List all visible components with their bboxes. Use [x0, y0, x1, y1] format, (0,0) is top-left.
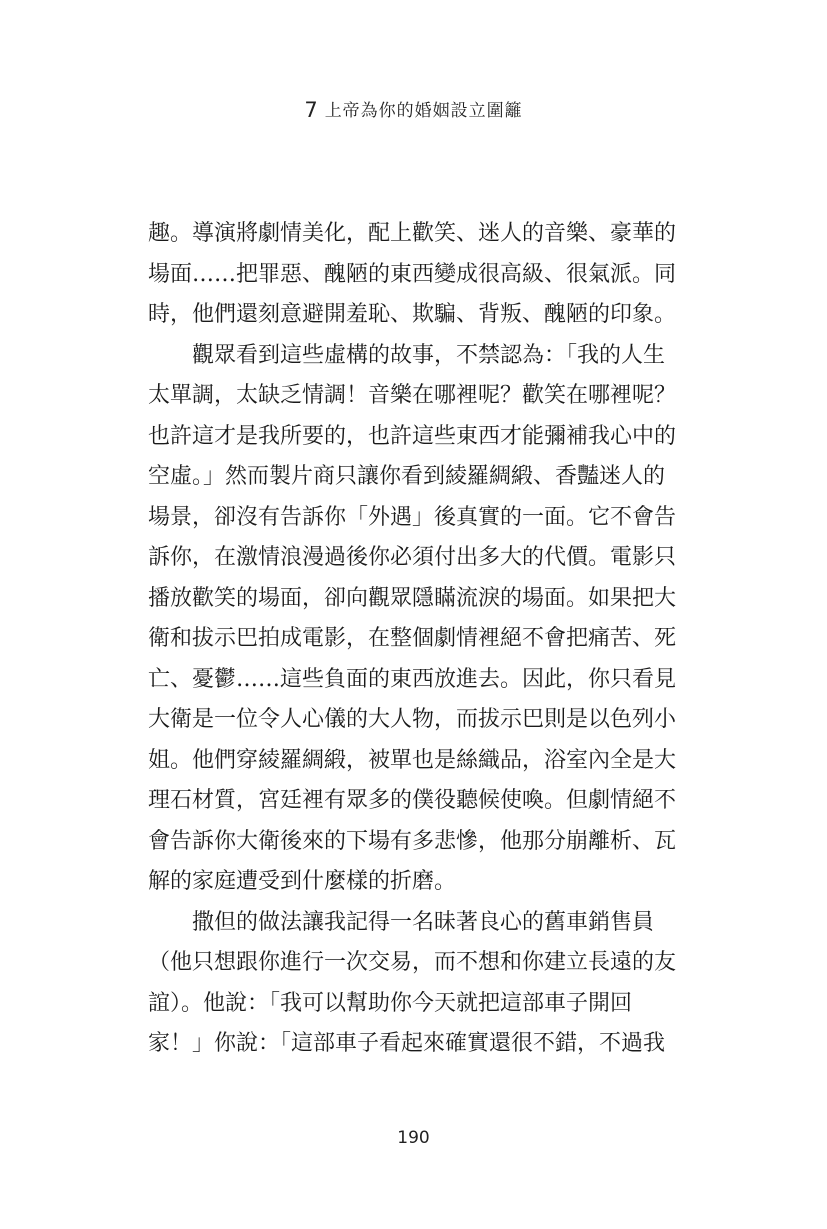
paragraph-start-line: 撒但的做法讓我記得一名昧著良心的舊車銷售員	[192, 909, 655, 935]
text-line: 訴你，在激情浪漫過後你必須付出多大的代價。電影只	[148, 545, 677, 570]
text-line: 理石材質，宮廷裡有眾多的僕役聽候使喚。但劇情絕不	[148, 788, 677, 813]
text-line: 誼）。他說：「我可以幫助你今天就把這部車子開回	[148, 990, 633, 1016]
text-line: 大衛是一位令人心儀的大人物，而拔示巴則是以色列小	[148, 707, 677, 732]
text-line: 衛和拔示巴拍成電影，在整個劇情裡絕不會把痛苦、死	[148, 626, 677, 651]
text-line: 亡、憂鬱……這些負面的東西放進去。因此，你只看見	[148, 666, 677, 692]
text-line: 解的家庭遭受到什麼樣的折磨。	[148, 869, 457, 894]
text-line: 家！」你說：「這部車子看起來確實還很不錯，不過我	[148, 1031, 666, 1056]
text-line: 姐。他們穿綾羅綢緞，被單也是絲織品，浴室內全是大	[148, 747, 677, 773]
chapter-number: 7	[304, 98, 319, 122]
text-line: 會告訴你大衛後來的下場有多悲慘，他那分崩離析、瓦	[148, 828, 677, 854]
text-line: 播放歡笑的場面，卻向觀眾隱瞞流淚的場面。如果把大	[148, 585, 677, 611]
running-header	[0, 96, 827, 122]
text-line: 趣。導演將劇情美化，配上歡笑、迷人的音樂、豪華的	[148, 221, 677, 246]
body-text	[148, 214, 688, 1065]
text-line: （他只想跟你進行一次交易，而不想和你建立長遠的友	[148, 950, 677, 975]
paragraph-start-line: 觀眾看到這些虛構的故事，不禁認為：「我的人生	[192, 342, 666, 368]
text-line: 也許這才是我所要的，也許這些東西才能彌補我心中的	[148, 423, 677, 449]
chapter-title: 上帝為你的婚姻設立圍籬	[324, 101, 523, 121]
text-line: 太單調，太缺乏情調！音樂在哪裡呢？歡笑在哪裡呢？	[148, 383, 677, 408]
text-line: 場面……把罪惡、醜陋的東西變成很高級、很氣派。同	[148, 261, 677, 287]
page-number: 190	[397, 1128, 430, 1148]
text-line: 空虛。」然而製片商只讓你看到綾羅綢緞、香豔迷人的	[148, 464, 666, 489]
text-line: 時，他們還刻意避開羞恥、欺騙、背叛、醜陋的印象。	[148, 302, 677, 327]
text-line: 場景，卻沒有告訴你「外遇」後真實的一面。它不會告	[148, 504, 677, 530]
